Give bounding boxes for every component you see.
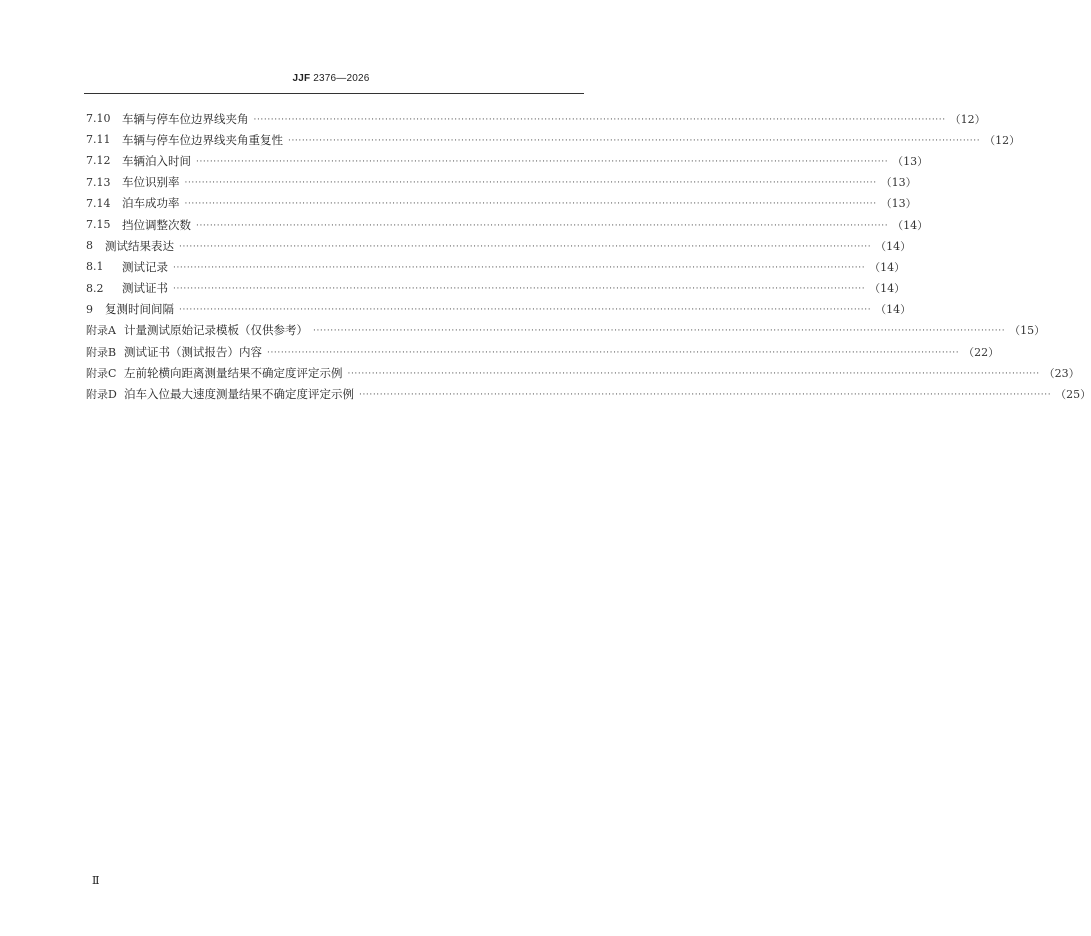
- toc-leader-dots: ········································································································································································································: [196, 156, 889, 167]
- toc-leader-dots: ········································································································································································································: [173, 284, 866, 295]
- toc-entry[interactable]: [86, 256, 906, 277]
- toc-leader-dots: ········································································································································································································: [359, 390, 1052, 401]
- toc-entry-title: 测试结果表达: [105, 238, 174, 253]
- toc-entry-page: （22）: [963, 345, 1000, 359]
- toc-entry-title: 车辆泊入时间: [122, 153, 191, 168]
- table-of-contents: [86, 108, 1091, 405]
- toc-entry-page: （25）: [1055, 388, 1091, 402]
- toc-entry-title: 车位识别率: [122, 175, 180, 190]
- toc-entry[interactable]: [86, 299, 912, 320]
- toc-entry-title: 泊车成功率: [122, 196, 180, 211]
- toc-leader-dots: ········································································································································································································: [288, 135, 981, 146]
- toc-entry-number: 附录A: [86, 324, 116, 338]
- toc-entry-page: （14）: [869, 282, 906, 296]
- toc-leader-dots: ········································································································································································································: [184, 178, 877, 189]
- toc-entry[interactable]: [86, 172, 917, 193]
- toc-entry-page: （15）: [1009, 324, 1046, 338]
- toc-entry[interactable]: [86, 214, 929, 235]
- toc-entry-number: 7.14: [86, 196, 111, 210]
- toc-entry-number: 8.1: [86, 260, 104, 274]
- toc-entry[interactable]: [86, 129, 1021, 150]
- toc-entry-title: 计量测试原始记录模板（仅供参考）: [124, 323, 308, 338]
- toc-entry[interactable]: [86, 108, 986, 129]
- toc-entry[interactable]: [86, 278, 906, 299]
- toc-leader-dots: ········································································································································································································: [313, 326, 1006, 337]
- toc-entry-page: （13）: [892, 154, 929, 168]
- toc-entry-page: （12）: [949, 112, 986, 126]
- toc-entry[interactable]: [86, 362, 1080, 383]
- toc-leader-dots: ········································································································································································································: [179, 241, 872, 252]
- toc-leader-dots: ········································································································································································································: [179, 305, 872, 316]
- toc-entry-title: 测试记录: [122, 259, 168, 274]
- toc-entry-title: 复测时间间隔: [105, 302, 174, 317]
- header-rule: [84, 93, 584, 94]
- toc-leader-dots: ········································································································································································································: [184, 199, 877, 210]
- toc-entry[interactable]: [86, 150, 929, 171]
- toc-entry-number: 附录C: [86, 366, 117, 380]
- toc-entry[interactable]: [86, 235, 912, 256]
- toc-entry-number: 附录D: [86, 388, 117, 402]
- toc-entry-page: （14）: [869, 260, 906, 274]
- toc-entry-number: 附录B: [86, 345, 117, 359]
- toc-entry-title: 车辆与停车位边界线夹角重复性: [122, 132, 283, 147]
- toc-leader-dots: ········································································································································································································: [196, 220, 889, 231]
- toc-entry[interactable]: [86, 320, 1046, 341]
- running-header: [0, 73, 662, 84]
- toc-entry-number: 8.2: [86, 281, 104, 295]
- toc-entry-title: 测试证书: [122, 281, 168, 296]
- toc-leader-dots: ········································································································································································································: [267, 347, 960, 358]
- toc-entry-title: 左前轮横向距离测量结果不确定度评定示例: [124, 365, 343, 380]
- standard-number: 2376—2026: [313, 73, 370, 84]
- toc-entry-page: （14）: [875, 303, 912, 317]
- toc-entry-page: （13）: [880, 197, 917, 211]
- toc-entry-title: 测试证书（测试报告）内容: [124, 344, 262, 359]
- toc-entry-page: （13）: [880, 176, 917, 190]
- toc-entry-number: 7.15: [86, 218, 111, 232]
- toc-entry-page: （14）: [875, 239, 912, 253]
- toc-entry-title: 挡位调整次数: [122, 217, 191, 232]
- toc-entry-title: 车辆与停车位边界线夹角: [122, 111, 249, 126]
- toc-entry-number: 8: [86, 239, 93, 253]
- toc-leader-dots: ········································································································································································································: [173, 262, 866, 273]
- toc-leader-dots: ········································································································································································································: [253, 114, 946, 125]
- toc-entry-number: 7.10: [86, 112, 111, 126]
- toc-entry[interactable]: [86, 341, 1000, 362]
- toc-entry-number: 7.12: [86, 154, 111, 168]
- toc-entry-page: （23）: [1043, 366, 1080, 380]
- toc-leader-dots: ········································································································································································································: [347, 368, 1040, 379]
- page-number: Ⅱ: [92, 874, 100, 887]
- toc-entry-number: 9: [86, 302, 93, 316]
- standard-code: JJF: [292, 73, 311, 84]
- toc-entry-number: 7.11: [86, 133, 111, 147]
- toc-entry-page: （12）: [984, 133, 1021, 147]
- toc-entry[interactable]: [86, 193, 917, 214]
- toc-entry-number: 7.13: [86, 175, 111, 189]
- toc-entry[interactable]: [86, 383, 1091, 404]
- toc-entry-title: 泊车入位最大速度测量结果不确定度评定示例: [124, 387, 354, 402]
- toc-entry-page: （14）: [892, 218, 929, 232]
